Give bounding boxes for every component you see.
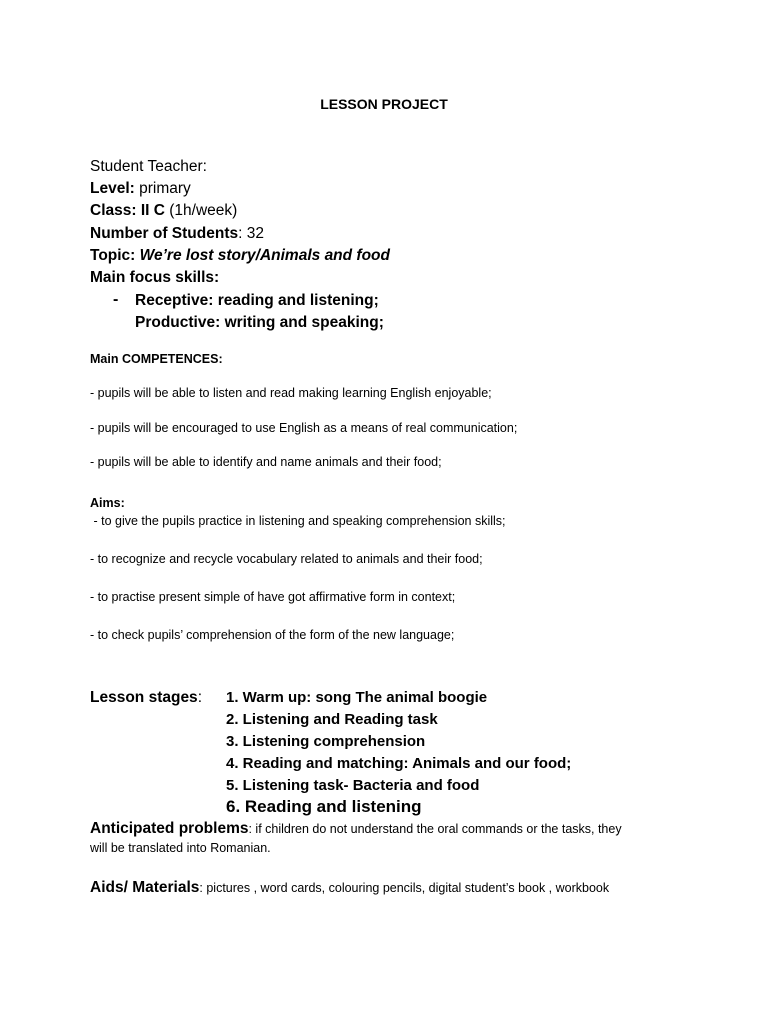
stage-item: 3. Listening comprehension [226, 733, 426, 750]
class-value: (1h/week) [169, 202, 238, 219]
level-value: primary [139, 180, 191, 197]
aims-heading: Aims: [90, 496, 125, 510]
student-teacher-label: Student Teacher: [90, 158, 207, 175]
class-line [90, 202, 237, 220]
class-label: Class: II C [90, 202, 165, 219]
anticipated-problems-label: Anticipated problems [90, 820, 249, 837]
students-line [90, 225, 264, 243]
student-teacher-line [90, 158, 207, 176]
level-label: Level: [90, 180, 135, 197]
competence-item: - pupils will be able to listen and read making learning English enjoyable; [90, 386, 492, 400]
stage-item: 1. Warm up: song The animal boogie [226, 689, 488, 706]
materials-line [90, 879, 609, 897]
anticipated-problems-text: : if children do not understand the oral commands or the tasks, they [248, 822, 622, 836]
focus-line [90, 269, 219, 287]
aim-item: - to check pupils’ comprehension of the form of the new language; [90, 628, 455, 642]
focus-bullet: - [113, 291, 119, 308]
receptive-skills: Receptive: reading and listening; [135, 292, 379, 309]
productive-skills: Productive: writing and speaking; [135, 314, 384, 331]
page-title: LESSON PROJECT [320, 96, 448, 112]
anticipated-problems-line [90, 820, 622, 838]
competence-item: - pupils will be able to identify and name animals and their food; [90, 455, 442, 469]
stage-item: 2. Listening and Reading task [226, 711, 438, 728]
stage-item: 5. Listening task- Bacteria and food [226, 777, 480, 794]
students-label: Number of Students [90, 225, 239, 242]
stage-item: 6. Reading and listening [226, 797, 422, 816]
competence-item: - pupils will be encouraged to use English as a means of real communication; [90, 421, 518, 435]
materials-value: : pictures , word cards, colouring pencils, digital student’s book , workbook [199, 881, 610, 895]
topic-label: Topic: [90, 247, 136, 264]
aim-item: - to recognize and recycle vocabulary related to animals and their food; [90, 552, 483, 566]
aim-item: - to give the pupils practice in listening and speaking comprehension skills; [90, 514, 506, 528]
students-value: : 32 [238, 225, 264, 242]
anticipated-problems-text-2: will be translated into Romanian. [90, 841, 271, 855]
topic-line [90, 247, 390, 265]
stage-item: 4. Reading and matching: Animals and our food; [226, 755, 572, 772]
level-line [90, 180, 191, 198]
focus-label: Main focus skills: [90, 269, 220, 286]
aim-item: - to practise present simple of have got affirmative form in context; [90, 590, 456, 604]
materials-label: Aids/ Materials [90, 879, 200, 896]
topic-value: We’re lost story/Animals and food [139, 247, 390, 264]
lesson-stages-label: Lesson stages: [90, 689, 202, 706]
competences-heading: Main COMPETENCES: [90, 352, 223, 366]
